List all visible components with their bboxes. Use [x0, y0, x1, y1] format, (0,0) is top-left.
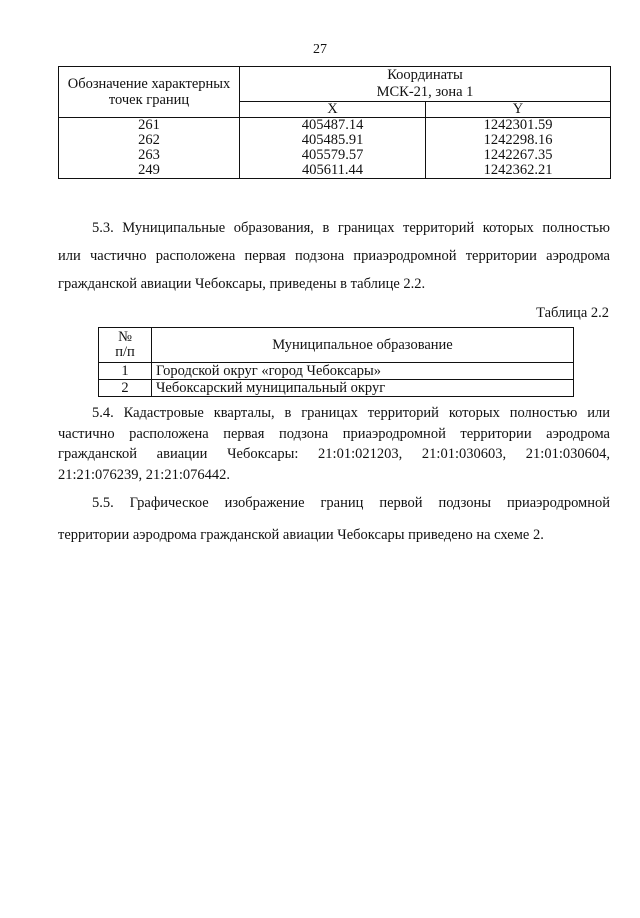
point-cell: 249 [59, 163, 240, 179]
number-cell: 1 [99, 363, 152, 380]
paragraph-5-4-line1: 5.4. Кадастровые кварталы, в границах территорий которых полностью или [92, 405, 610, 421]
coordinates-header-system: МСК-21, зона 1 [376, 84, 474, 100]
number-header [99, 328, 152, 363]
number-cell: 2 [99, 380, 152, 397]
point-cell: 262 [59, 133, 240, 148]
municipalities-table [98, 327, 574, 397]
paragraph-5-5-line2: территории аэродрома гражданской авиации Чебоксары приведено на схеме 2. [58, 527, 544, 543]
table-row [59, 133, 611, 148]
paragraph-5-4-line2: частично расположена первая подзона приаэродромной территории аэродрома [58, 425, 610, 442]
table-row [99, 363, 574, 380]
x-cell: 405579.57 [240, 148, 426, 163]
y-cell: 1242301.59 [426, 118, 611, 134]
coordinates-header [240, 67, 611, 102]
paragraph-5-4-line [58, 403, 610, 424]
paragraph-5-4 [58, 403, 610, 485]
point-cell: 263 [59, 148, 240, 163]
table-row [99, 380, 574, 397]
paragraph-5-4-line4: 21:21:076239, 21:21:076442. [58, 466, 230, 483]
paragraph-5-3-line2: или частично расположена первая подзона приаэродромной территории аэродрома [58, 248, 610, 264]
y-column-header: Y [426, 102, 611, 118]
paragraph-5-3-line3: гражданской авиации Чебоксары, приведены в таблице 2.2. [58, 276, 426, 292]
y-cell: 1242362.21 [426, 163, 611, 179]
point-designation-header-text: Обозначение характерных точек границ [67, 76, 231, 108]
paragraph-5-3 [58, 214, 610, 298]
table-row [59, 163, 611, 179]
x-cell: 405487.14 [240, 118, 426, 134]
coordinates-table [58, 66, 611, 179]
paragraph-5-4-line [58, 465, 610, 486]
paragraph-5-3-line [58, 242, 610, 270]
paragraph-5-4-line [58, 444, 610, 465]
paragraph-5-5-line1: 5.5. Графическое изображение границ первой подзоны приаэродромной [92, 495, 610, 511]
y-cell: 1242298.16 [426, 133, 611, 148]
x-column-header: X [240, 102, 426, 118]
municipality-header: Муниципальное образование [152, 328, 574, 363]
number-header-abbr: п/п [115, 344, 135, 360]
paragraph-5-3-line1: 5.3. Муниципальные образования, в границах территорий которых полностью [92, 220, 610, 236]
table-2-2-label: Таблица 2.2 [536, 305, 609, 321]
table-row [59, 148, 611, 163]
table-row [59, 118, 611, 134]
paragraph-5-3-line [58, 214, 610, 242]
paragraph-5-3-line [58, 270, 610, 298]
municipality-cell: Городской округ «город Чебоксары» [152, 363, 574, 380]
municipality-cell: Чебоксарский муниципальный округ [152, 380, 574, 397]
x-cell: 405611.44 [240, 163, 426, 179]
paragraph-5-5-line [58, 487, 610, 519]
paragraph-5-4-line3: гражданской авиации Чебоксары: 21:01:021203, 21:01:030603, 21:01:030604, [58, 446, 610, 462]
page-number: 27 [313, 42, 327, 57]
number-header-symbol: № [118, 329, 132, 345]
paragraph-5-5 [58, 487, 610, 551]
y-cell: 1242267.35 [426, 148, 611, 163]
x-cell: 405485.91 [240, 133, 426, 148]
coordinates-header-title: Координаты [387, 67, 463, 83]
point-cell: 261 [59, 118, 240, 134]
paragraph-5-4-line [58, 424, 610, 445]
point-designation-header [59, 67, 240, 118]
paragraph-5-5-line [58, 519, 610, 551]
